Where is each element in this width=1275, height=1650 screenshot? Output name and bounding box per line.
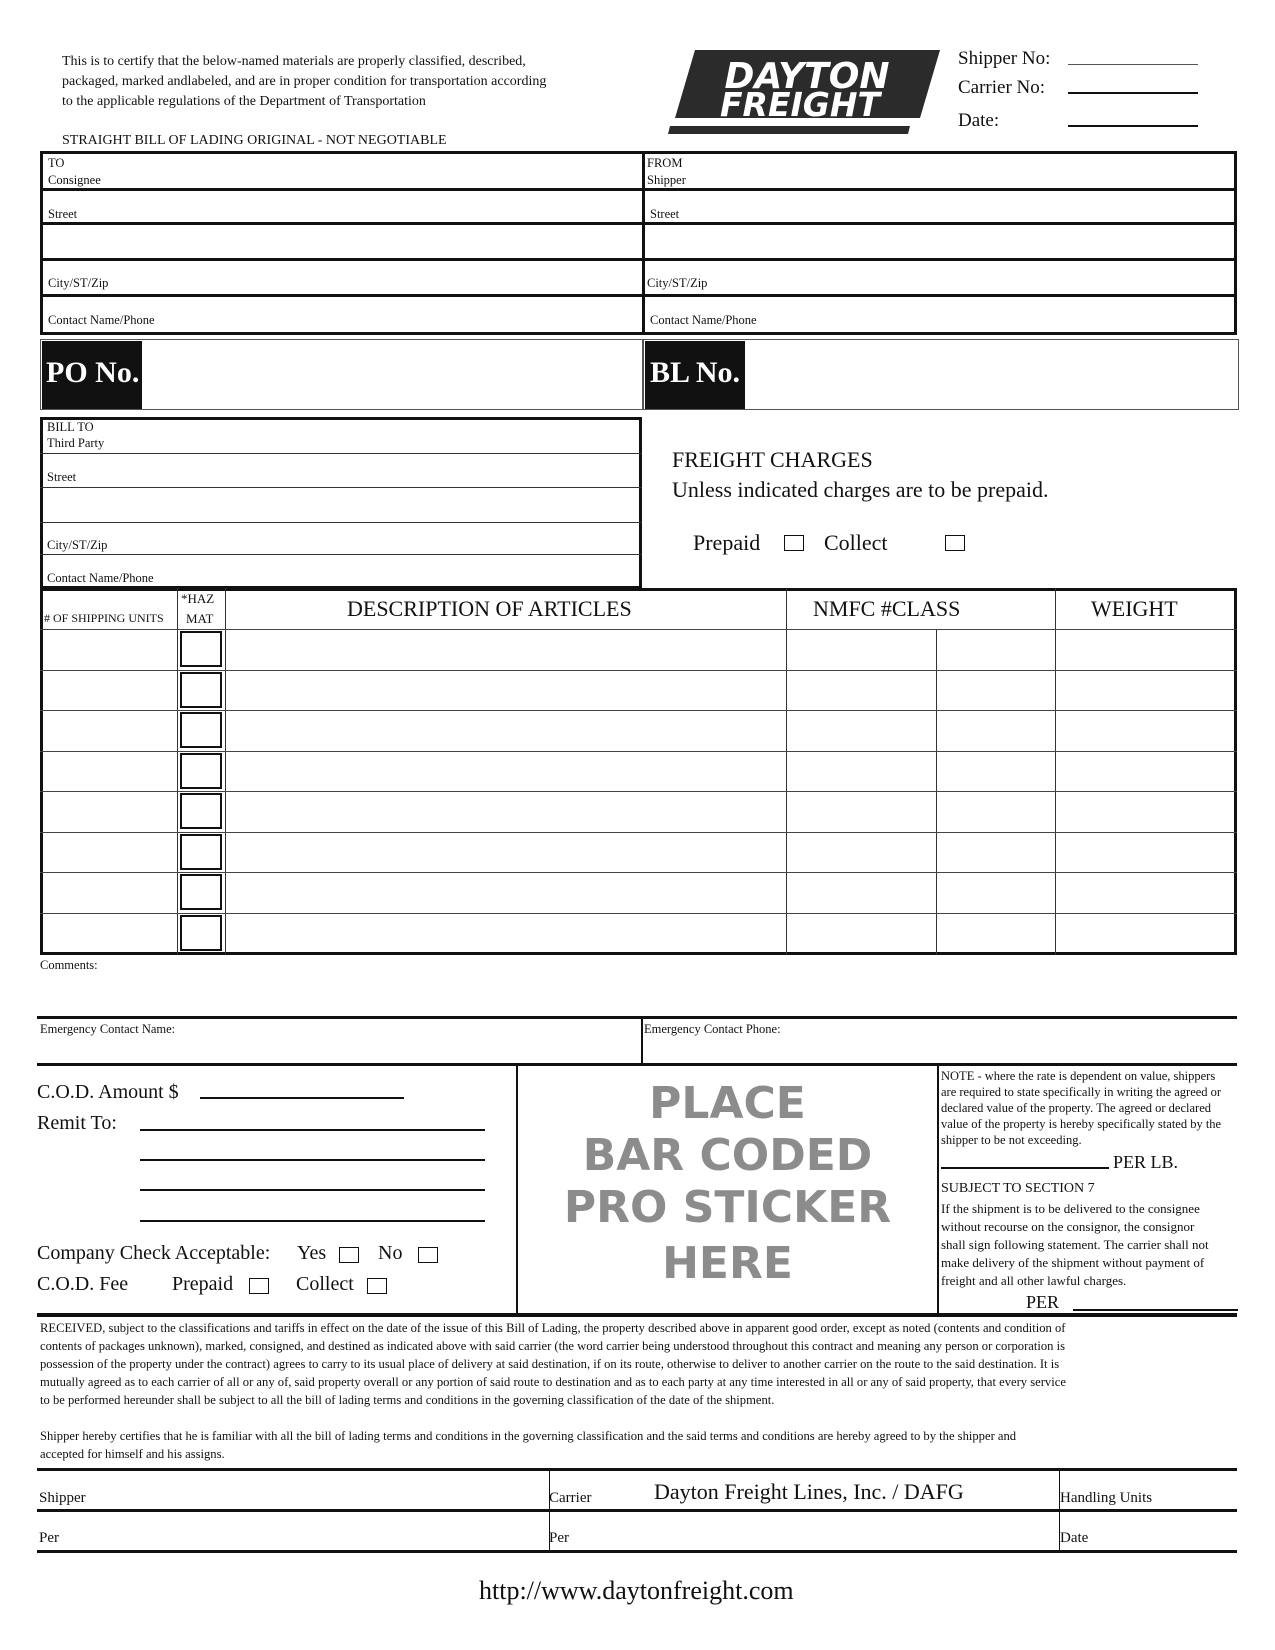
signature-carrier-label: Carrier xyxy=(549,1490,592,1506)
declared-value-field[interactable] xyxy=(941,1167,1109,1169)
consignee-street-line2-field[interactable] xyxy=(44,226,640,256)
hazmat-checkbox[interactable] xyxy=(180,915,222,951)
bill-to-street-line2-field[interactable] xyxy=(44,490,638,520)
sticker-line-3: PRO STICKER xyxy=(563,1182,892,1233)
nmfc-cell[interactable] xyxy=(789,713,934,748)
section-7-line-5: freight and all other lawful charges. xyxy=(941,1273,1127,1288)
description-cell[interactable] xyxy=(228,835,783,870)
consignee-street-field[interactable]: Street xyxy=(48,207,78,221)
note-line-3: declared value of the property. The agreed or declared xyxy=(941,1101,1211,1115)
cod-amount-label: C.O.D. Amount $ xyxy=(37,1081,179,1103)
units-cell[interactable] xyxy=(44,875,175,910)
section-7-line-3: shall sign following statement. The carrier shall not xyxy=(941,1237,1209,1252)
class-cell[interactable] xyxy=(939,875,1053,910)
class-cell[interactable] xyxy=(939,794,1053,829)
shipper-no-field[interactable] xyxy=(1068,64,1198,65)
date-label: Date: xyxy=(958,110,1000,131)
bill-to-contact-field[interactable]: Contact Name/Phone xyxy=(47,571,154,585)
consignee-name-field[interactable]: Consignee xyxy=(48,173,101,187)
shipper-name-field[interactable]: Shipper xyxy=(647,173,686,187)
hazmat-checkbox[interactable] xyxy=(180,874,222,910)
hazmat-checkbox[interactable] xyxy=(180,712,222,748)
remit-to-field-3[interactable] xyxy=(140,1189,485,1191)
bill-to-label: BILL TO xyxy=(47,420,94,434)
class-cell[interactable] xyxy=(939,916,1053,951)
class-cell[interactable] xyxy=(939,673,1053,708)
bill-title: STRAIGHT BILL OF LADING ORIGINAL - NOT NEGOTIABLE xyxy=(62,133,447,148)
dayton-freight-logo xyxy=(665,48,940,140)
certification-line-1: This is to certify that the below-named materials are properly classified, described, xyxy=(62,54,526,69)
per-signature-field[interactable] xyxy=(1073,1309,1238,1311)
company-check-label: Company Check Acceptable: xyxy=(37,1242,271,1264)
class-cell[interactable] xyxy=(939,754,1053,789)
shipper-from-label: FROM xyxy=(647,156,683,170)
class-cell[interactable] xyxy=(939,632,1053,667)
weight-cell[interactable] xyxy=(1058,875,1234,910)
bill-to-street-field[interactable]: Street xyxy=(47,470,77,484)
freight-prepaid-checkbox[interactable] xyxy=(784,535,804,551)
cod-fee-label: C.O.D. Fee xyxy=(37,1273,129,1295)
signature-carrier-per-field[interactable]: Per xyxy=(549,1530,569,1546)
received-line-5: to be performed hereunder shall be subject to all the bill of lading terms and conditions in the governing classification of the date of the shipment. xyxy=(40,1393,775,1407)
nmfc-cell[interactable] xyxy=(789,673,934,708)
certify-line-2: accepted for himself and his assigns. xyxy=(40,1447,225,1461)
section-7-title: SUBJECT TO SECTION 7 xyxy=(941,1181,1095,1196)
units-cell[interactable] xyxy=(44,673,175,708)
note-line-2: are required to state specifically in writing the agreed or xyxy=(941,1085,1222,1099)
class-cell[interactable] xyxy=(939,713,1053,748)
logo-text-dayton: DAYTON xyxy=(724,56,890,97)
col-haz-2: MAT xyxy=(186,611,214,626)
freight-collect-checkbox[interactable] xyxy=(945,535,965,551)
signature-shipper-per-field[interactable]: Per xyxy=(39,1530,59,1546)
nmfc-cell[interactable] xyxy=(789,632,934,667)
freight-prepaid-label: Prepaid xyxy=(693,530,761,555)
nmfc-cell[interactable] xyxy=(789,835,934,870)
shipper-street-line2-field[interactable] xyxy=(646,226,1234,256)
bl-label: BL No. xyxy=(650,356,741,389)
units-cell[interactable] xyxy=(44,632,175,667)
signature-carrier-name: Dayton Freight Lines, Inc. / DAFG xyxy=(654,1479,964,1504)
shipper-contact-field[interactable]: Contact Name/Phone xyxy=(650,313,757,327)
description-cell[interactable] xyxy=(228,713,783,748)
hazmat-checkbox[interactable] xyxy=(180,631,222,667)
weight-cell[interactable] xyxy=(1058,673,1234,708)
weight-cell[interactable] xyxy=(1058,916,1234,951)
sticker-line-4: HERE xyxy=(662,1238,793,1289)
company-check-yes-label: Yes xyxy=(297,1242,327,1264)
description-cell[interactable] xyxy=(228,632,783,667)
units-cell[interactable] xyxy=(44,835,175,870)
emergency-phone-field[interactable] xyxy=(644,1040,1234,1060)
col-haz-1: *HAZ xyxy=(181,591,215,606)
comments-field[interactable] xyxy=(40,975,1237,1015)
sticker-line-1: PLACE xyxy=(649,1078,806,1129)
date-field[interactable] xyxy=(1068,125,1198,127)
description-cell[interactable] xyxy=(228,794,783,829)
remit-to-field-4[interactable] xyxy=(140,1220,485,1222)
po-label: PO No. xyxy=(46,356,140,389)
certify-line-1: Shipper hereby certifies that he is familiar with all the bill of lading terms and conditions in the governing classification and the said terms and conditions are hereby agreed to by the shipper and xyxy=(40,1429,1017,1443)
emergency-name-label: Emergency Contact Name: xyxy=(40,1022,176,1036)
description-cell[interactable] xyxy=(228,754,783,789)
remit-to-field-1[interactable] xyxy=(140,1129,485,1131)
remit-to-field-2[interactable] xyxy=(140,1159,485,1161)
emergency-name-field[interactable] xyxy=(40,1040,638,1060)
weight-cell[interactable] xyxy=(1058,794,1234,829)
section-7-line-2: without recourse on the consignor, the consignor xyxy=(941,1219,1195,1234)
weight-cell[interactable] xyxy=(1058,713,1234,748)
pro-sticker-area xyxy=(520,1066,935,1311)
certification-line-2: packaged, marked andlabeled, and are in proper condition for transportation according xyxy=(62,74,547,89)
comments-label: Comments: xyxy=(40,958,98,972)
units-cell[interactable] xyxy=(44,754,175,789)
weight-cell[interactable] xyxy=(1058,632,1234,667)
consignee-to-label: TO xyxy=(48,156,65,170)
hazmat-checkbox[interactable] xyxy=(180,834,222,870)
units-cell[interactable] xyxy=(44,713,175,748)
sticker-line-2: BAR CODED xyxy=(582,1130,873,1181)
per-label: PER xyxy=(1026,1292,1060,1312)
note-line-4: value of the property is hereby specifically stated by the xyxy=(941,1117,1222,1131)
col-nmfc-class: NMFC #CLASS xyxy=(813,596,961,621)
hazmat-checkbox[interactable] xyxy=(180,753,222,789)
hazmat-checkbox[interactable] xyxy=(180,793,222,829)
note-line-1: NOTE - where the rate is dependent on value, shippers xyxy=(941,1069,1216,1083)
freight-charges-note: Unless indicated charges are to be prepaid. xyxy=(672,477,1049,502)
section-7-line-1: If the shipment is to be delivered to the consignee xyxy=(941,1201,1200,1216)
cod-fee-prepaid-checkbox[interactable] xyxy=(249,1278,269,1294)
company-check-no-label: No xyxy=(378,1242,403,1264)
footer-url-link[interactable]: http://www.daytonfreight.com xyxy=(479,1576,794,1605)
units-cell[interactable] xyxy=(44,794,175,829)
cod-amount-field[interactable] xyxy=(200,1097,404,1099)
weight-cell[interactable] xyxy=(1058,754,1234,789)
company-check-yes-checkbox[interactable] xyxy=(339,1247,359,1263)
bill-to-city-field[interactable]: City/ST/Zip xyxy=(47,538,108,552)
description-cell[interactable] xyxy=(228,875,783,910)
hazmat-checkbox[interactable] xyxy=(180,672,222,708)
cod-fee-collect-label: Collect xyxy=(296,1273,354,1295)
received-line-4: mutually agreed as to each carrier of all or any of, said property overall or any portion of said route to destination and as to each party at any time interested in all or any of said property, that every service xyxy=(40,1375,1066,1389)
col-weight: WEIGHT xyxy=(1091,596,1178,621)
consignee-city-field[interactable]: City/ST/Zip xyxy=(48,276,109,290)
company-check-no-checkbox[interactable] xyxy=(418,1247,438,1263)
logo-text-freight: FREIGHT xyxy=(720,85,880,124)
section-7-line-4: make delivery of the shipment without payment of xyxy=(941,1255,1205,1270)
col-shipping-units: # OF SHIPPING UNITS xyxy=(44,611,164,625)
units-cell[interactable] xyxy=(44,916,175,951)
freight-collect-label: Collect xyxy=(824,530,888,555)
class-cell[interactable] xyxy=(939,835,1053,870)
shipper-no-label: Shipper No: xyxy=(958,48,1051,69)
received-line-2: contents of packages unknown), marked, consigned, and destined as indicated above with said carrier (the word carrier being understood throughout this contract and meaning any person or corporation is xyxy=(40,1339,1066,1353)
received-line-3: possession of the property under the contract) agrees to carry to its usual place of delivery at said destination, if on its route, otherwise to deliver to another carrier on the route to the said destination. It is xyxy=(40,1357,1060,1371)
signature-date-field[interactable]: Date xyxy=(1060,1530,1089,1546)
note-line-5: shipper to be not exceeding. xyxy=(941,1133,1082,1147)
per-lb-label: PER LB. xyxy=(1113,1152,1179,1172)
cod-fee-prepaid-label: Prepaid xyxy=(172,1273,234,1295)
description-cell[interactable] xyxy=(228,916,783,951)
carrier-no-label: Carrier No: xyxy=(958,77,1046,98)
emergency-phone-label: Emergency Contact Phone: xyxy=(644,1022,781,1036)
col-description: DESCRIPTION OF ARTICLES xyxy=(347,596,632,621)
shipper-city-field[interactable]: City/ST/Zip xyxy=(647,276,708,290)
received-line-1: RECEIVED, subject to the classifications and tariffs in effect on the date of the issue of this Bill of Lading, the property described above in apparent good order, except as noted (contents and condition of xyxy=(40,1321,1066,1335)
nmfc-cell[interactable] xyxy=(789,754,934,789)
freight-charges-title: FREIGHT CHARGES xyxy=(672,447,873,472)
signature-shipper-field[interactable]: Shipper xyxy=(39,1490,86,1506)
description-cell[interactable] xyxy=(228,673,783,708)
cod-fee-collect-checkbox[interactable] xyxy=(367,1278,387,1294)
nmfc-cell[interactable] xyxy=(789,875,934,910)
remit-to-label: Remit To: xyxy=(37,1112,117,1134)
nmfc-cell[interactable] xyxy=(789,916,934,951)
consignee-contact-field[interactable]: Contact Name/Phone xyxy=(48,313,155,327)
carrier-no-field[interactable] xyxy=(1068,92,1198,94)
bill-to-third-party-field[interactable]: Third Party xyxy=(47,436,105,450)
nmfc-cell[interactable] xyxy=(789,794,934,829)
certification-line-3: to the applicable regulations of the Department of Transportation xyxy=(62,94,426,109)
weight-cell[interactable] xyxy=(1058,835,1234,870)
signature-handling-units-field[interactable]: Handling Units xyxy=(1060,1490,1153,1506)
shipper-street-field[interactable]: Street xyxy=(650,207,680,221)
